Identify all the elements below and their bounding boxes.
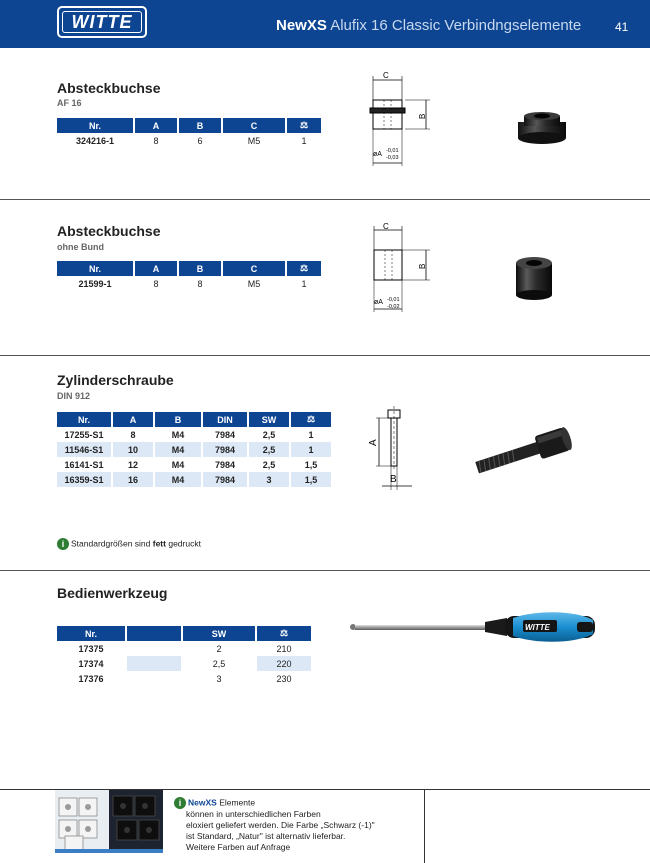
- technical-drawing-3: [362, 404, 432, 492]
- section-subtitle: AF 16: [57, 98, 82, 108]
- info-icon: i: [57, 538, 69, 550]
- table-row: 16141-S1 12 M4 7984 2,5 1,5: [64, 459, 318, 470]
- section-divider: [0, 355, 650, 356]
- svg-text:C: C: [383, 222, 389, 231]
- technical-drawing-1: [362, 68, 442, 168]
- weight-icon: ⚖: [279, 628, 289, 638]
- bushing-with-collar-image: [510, 108, 574, 154]
- standard-sizes-note: i Standardgrößen sind fett gedruckt: [57, 538, 201, 550]
- weight-icon: ⚖: [299, 120, 309, 130]
- bushing-without-collar-image: [512, 253, 556, 303]
- section-title: Bedienwerkzeug: [57, 585, 168, 601]
- svg-text:B: B: [418, 263, 427, 269]
- table-row: 324216-1 8 6 M5 1: [75, 135, 307, 146]
- page-number: 41: [615, 20, 629, 34]
- page-header: [0, 0, 650, 48]
- dim-a-label: A: [368, 439, 379, 446]
- footer-note: i NewXS Elemente können in unterschiedlichen Farben eloxiert geliefert werden. Die Farbe „Schwarz (-1)" ist Standard, „Natur" ist alternativ lieferbar. Weitere Farben auf Anfrage: [174, 797, 375, 853]
- col-a: A: [135, 118, 177, 133]
- table-row: 17255-S1 8 M4 7984 2,5 1: [64, 429, 314, 440]
- table-row: 17374 2,5 220: [57, 656, 311, 671]
- dim-c-label: C: [383, 71, 389, 80]
- footer-column-divider: [424, 789, 425, 863]
- table-row: 17375 2 210: [78, 643, 292, 654]
- product-table-4: Nr. SW ⚖ 17375 2 210 17374 2,5 220 17376 3 230: [55, 626, 313, 686]
- svg-text:-0,03: -0,03: [386, 155, 399, 161]
- section-divider: [0, 199, 650, 200]
- section-title: Zylinderschraube: [57, 372, 174, 388]
- dim-a-label: øA: [373, 151, 382, 158]
- table-row: 16359-S1 16 M4 7984 3 1,5: [57, 472, 331, 487]
- connector-blocks-photo: [55, 790, 163, 853]
- table-row: 17376 3 230: [78, 673, 292, 684]
- svg-text:øA: øA: [374, 299, 383, 306]
- col-c: C: [223, 118, 285, 133]
- table-row: 21599-1 8 8 M5 1: [78, 278, 307, 289]
- cap-screw-image: [470, 420, 580, 480]
- col-nr: Nr.: [57, 118, 133, 133]
- table-row: 11546-S1 10 M4 7984 2,5 1: [57, 442, 331, 457]
- section-title: Absteckbuchse: [57, 223, 161, 239]
- screwdriver-image: [345, 606, 605, 648]
- witte-logo: WITTE: [57, 6, 147, 38]
- technical-drawing-2: [362, 222, 442, 316]
- product-table-3: Nr. A B DIN SW ⚖ 17255-S1 8 M4 7984 2,5 1 11546-S1 10 M4 7984 2,5 1 16141-S1 12 M4 7984 2,5 1,5 16359-S1 16 M4 7984 3 1,5: [55, 412, 333, 487]
- weight-icon: ⚖: [306, 414, 316, 424]
- section-divider: [0, 570, 650, 571]
- section-title: Absteckbuchse: [57, 80, 161, 96]
- section-subtitle: ohne Bund: [57, 242, 104, 252]
- dim-b-label: B: [390, 474, 397, 485]
- section-subtitle: DIN 912: [57, 391, 91, 401]
- col-weight: [287, 118, 321, 133]
- svg-text:-0,02: -0,02: [387, 304, 400, 310]
- weight-icon: ⚖: [299, 263, 309, 273]
- product-table-2: Nr. A B C ⚖ 21599-1 8 8 M5 1: [55, 261, 323, 291]
- svg-text:-0,01: -0,01: [386, 148, 399, 154]
- info-icon: i: [174, 797, 186, 809]
- svg-text:-0,01: -0,01: [387, 297, 400, 303]
- product-table-1: [55, 118, 323, 148]
- page-title: NewXS Alufix 16 Classic Verbindngselemente: [276, 17, 582, 34]
- dim-b-label: B: [418, 113, 427, 119]
- witte-brand-label: WITTE: [525, 623, 550, 632]
- col-b: B: [179, 118, 221, 133]
